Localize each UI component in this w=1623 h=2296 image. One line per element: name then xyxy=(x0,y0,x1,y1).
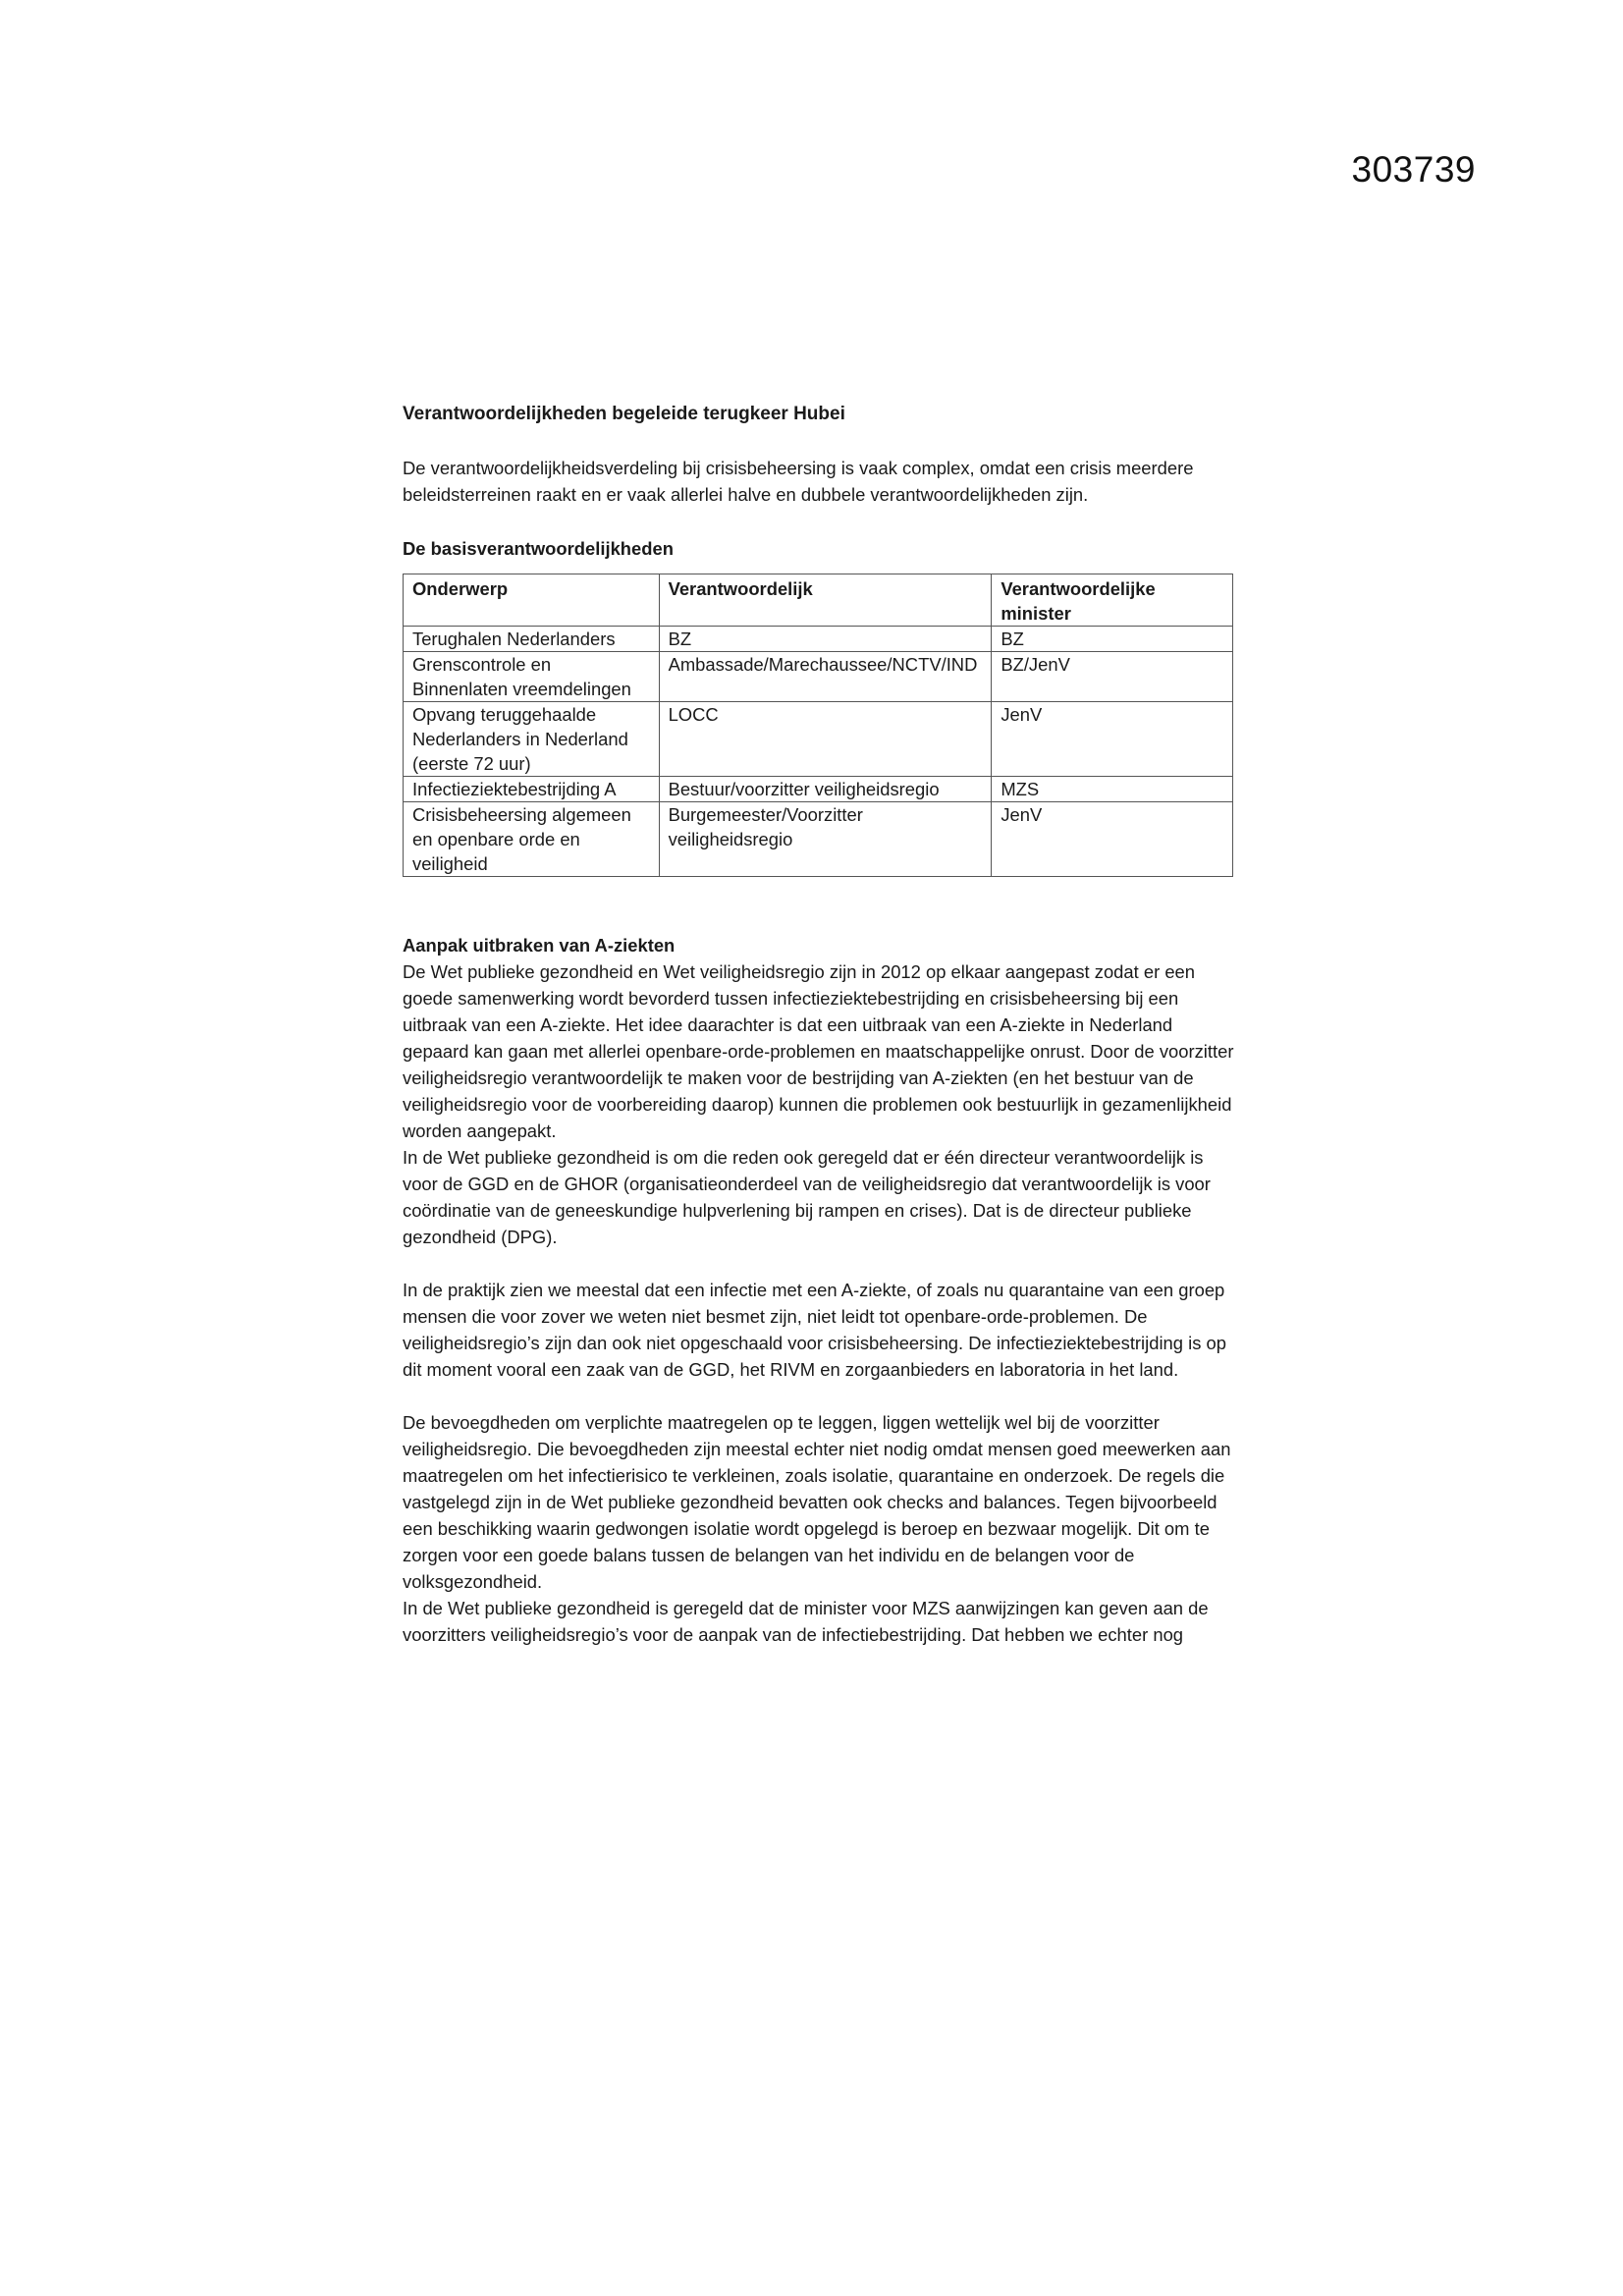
table-row xyxy=(404,652,1233,702)
table-heading: De basisverantwoordelijkheden xyxy=(403,538,674,559)
table-cell: Opvang teruggehaalde Nederlanders in Nederland (eerste 72 uur) xyxy=(404,702,660,777)
table-row xyxy=(404,802,1233,877)
document-body xyxy=(403,401,1237,1648)
column-header-minister: Verantwoordelijke minister xyxy=(992,574,1233,627)
paragraph-1: De Wet publieke gezondheid en Wet veiligheidsregio zijn in 2012 op elkaar aangepast zodat er een goede samenwerking wordt bevorderd tussen infectieziektebestrijding en crisisbeheersing bij een uitbraak van een A-ziekte. Het idee daarachter is dat een uitbraak van een A-ziekte in Nederland gepaard kan gaan met allerlei openbare-orde-problemen en maatschappelijke onrust. Door de voorzitter veiligheidsregio verantwoordelijk te maken voor de bestrijding van A-ziekten (en het bestuur van de veiligheidsregio voor de voorbereiding daarop) kunnen die problemen ook bestuurlijk in gezamenlijkheid worden aangepakt. xyxy=(403,961,1234,1141)
responsibilities-table xyxy=(403,574,1233,877)
table-row xyxy=(404,627,1233,652)
table-cell: Burgemeester/Voorzitter veiligheidsregio xyxy=(659,802,992,877)
intro-paragraph: De verantwoordelijkheidsverdeling bij crisisbeheersing is vaak complex, omdat een crisis meerdere beleidsterreinen raakt en er vaak allerlei halve en dubbele verantwoordelijkheden zijn. xyxy=(403,458,1194,505)
table-cell: JenV xyxy=(992,702,1233,777)
paragraph-5: In de Wet publieke gezondheid is geregeld dat de minister voor MZS aanwijzingen kan geven aan de voorzitters veiligheidsregio’s voor de aanpak van de infectiebestrijding. Dat hebben we echter nog xyxy=(403,1598,1209,1645)
table-row xyxy=(404,702,1233,777)
table-cell: BZ/JenV xyxy=(992,652,1233,702)
section-a-ziekten xyxy=(403,932,1237,1648)
table-header-row xyxy=(404,574,1233,627)
table-cell: BZ xyxy=(992,627,1233,652)
table-row xyxy=(404,777,1233,802)
table-cell: Bestuur/voorzitter veiligheidsregio xyxy=(659,777,992,802)
column-header-verantwoordelijk: Verantwoordelijk xyxy=(659,574,992,627)
paragraph-spacer xyxy=(403,1383,1237,1409)
table-cell: Crisisbeheersing algemeen en openbare orde en veiligheid xyxy=(404,802,660,877)
document-title: Verantwoordelijkheden begeleide terugkeer Hubei xyxy=(403,404,845,424)
document-number: 303739 xyxy=(1351,149,1476,190)
paragraph-4: De bevoegdheden om verplichte maatregelen op te leggen, liggen wettelijk wel bij de voorzitter veiligheidsregio. Die bevoegdheden zijn meestal echter niet nodig omdat mensen goed meewerken aan maatregelen om het infectierisico te verkleinen, zoals isolatie, quarantaine en onderzoek. De regels die vastgelegd zijn in de Wet publieke gezondheid bevatten ook checks and balances. Tegen bijvoorbeeld een beschikking waarin gedwongen isolatie wordt opgelegd is beroep en bezwaar mogelijk. Dit om te zorgen voor een goede balans tussen de belangen van het individu en de belangen voor de volksgezondheid. xyxy=(403,1412,1231,1592)
table-cell: BZ xyxy=(659,627,992,652)
table-cell: Ambassade/Marechaussee/NCTV/IND xyxy=(659,652,992,702)
table-cell: Grenscontrole en Binnenlaten vreemdelingen xyxy=(404,652,660,702)
section-heading: Aanpak uitbraken van A-ziekten xyxy=(403,935,676,956)
table-cell: JenV xyxy=(992,802,1233,877)
table-cell: MZS xyxy=(992,777,1233,802)
table-cell: LOCC xyxy=(659,702,992,777)
paragraph-spacer xyxy=(403,1250,1237,1277)
table-cell: Infectieziektebestrijding A xyxy=(404,777,660,802)
table-cell: Terughalen Nederlanders xyxy=(404,627,660,652)
paragraph-2: In de Wet publieke gezondheid is om die reden ook geregeld dat er één directeur verantwoordelijk is voor de GGD en de GHOR (organisatieonderdeel van de veiligheidsregio dat verantwoordelijk is voor coördinatie van de geneeskundige hulpverlening bij rampen en crises). Dat is de directeur publieke gezondheid (DPG). xyxy=(403,1147,1211,1247)
paragraph-3: In de praktijk zien we meestal dat een infectie met een A-ziekte, of zoals nu quarantaine van een groep mensen die voor zover we weten niet besmet zijn, niet leidt tot openbare-orde-problemen. De veiligheidsregio’s zijn dan ook niet opgeschaald voor crisisbeheersing. De infectieziektebestrijding is op dit moment vooral een zaak van de GGD, het RIVM en zorgaanbieders en laboratoria in het land. xyxy=(403,1280,1226,1380)
column-header-onderwerp: Onderwerp xyxy=(404,574,660,627)
